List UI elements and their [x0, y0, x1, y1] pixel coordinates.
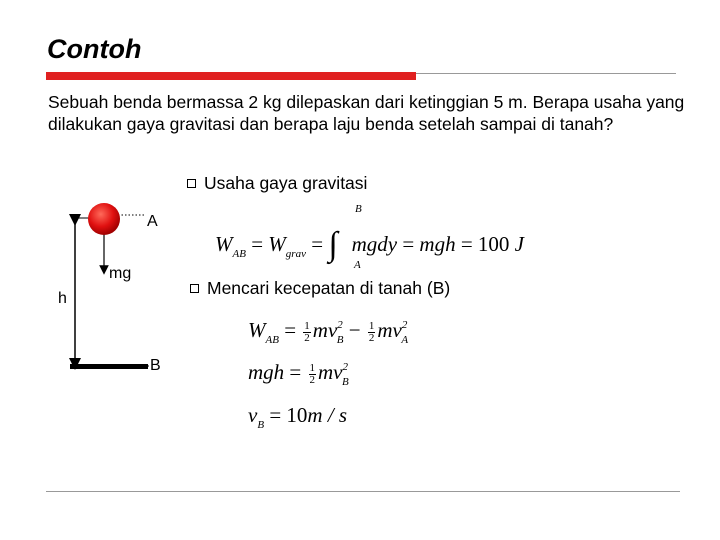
force-mg-label: mg: [109, 265, 132, 282]
integral-lower-limit: A: [354, 259, 361, 271]
point-b-label: B: [150, 357, 161, 374]
energy-conservation-equation: mgh = $\frac{1}{2}$ $mv^2_B$: [248, 360, 349, 388]
height-h-label: h: [58, 290, 67, 307]
bullet-text: Mencari kecepatan di tanah (B): [207, 278, 451, 298]
ground-bar: [70, 364, 148, 369]
problem-statement: Sebuah benda bermassa 2 kg dilepaskan dari ketinggian 5 m. Berapa usaha yang dilakukan gaya gravitasi dan berapa laju benda setelah sampai di tanah?: [48, 92, 685, 134]
work-energy-equation: $W_{AB}$ = $\frac{1}{2}$ $mv^2_B$ − $\frac{1}{2}$ $mv^2_A$: [248, 318, 409, 346]
bullet-work-gravity: [187, 173, 367, 194]
integral-sign: ∫: [328, 226, 338, 263]
checkbox-bullet-icon: [187, 179, 196, 188]
ball: [88, 203, 120, 235]
point-a-label: A: [147, 213, 158, 230]
work-integral-equation: $W_{AB} = W_{grav}$ = ∫ mgdy = mgh = 100 J: [215, 222, 524, 260]
integral-upper-limit: B: [355, 203, 362, 215]
title-underline-accent: [46, 72, 416, 80]
bullet-text: Usaha gaya gravitasi: [204, 173, 368, 193]
slide-title: Contoh: [47, 34, 142, 64]
bullet-velocity-ground: [190, 278, 450, 299]
footer-rule: [46, 491, 680, 492]
checkbox-bullet-icon: [190, 284, 199, 293]
velocity-result-equation: $v_B = 10m / s$: [248, 403, 348, 431]
title-underline-rule: [416, 73, 676, 74]
